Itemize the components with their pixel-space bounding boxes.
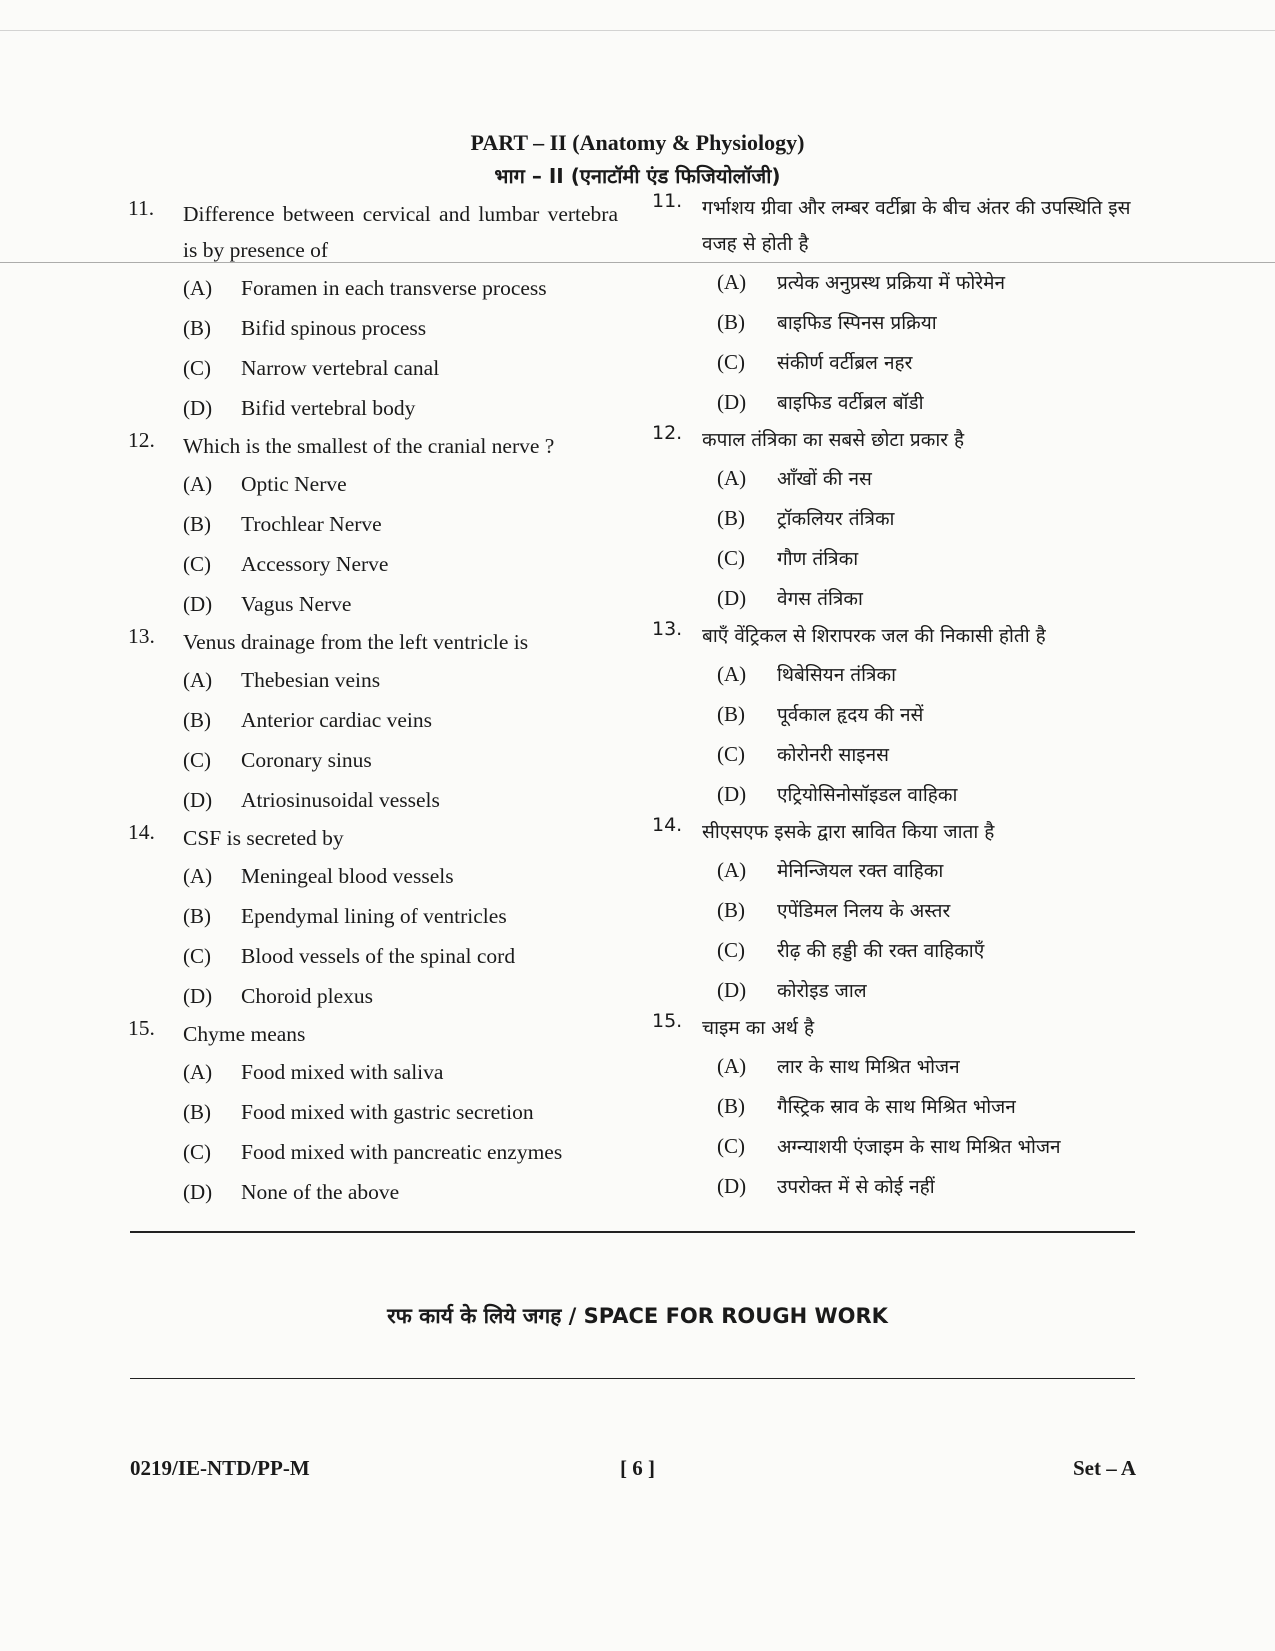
option-text: Coronary sinus — [241, 747, 372, 772]
option-a — [128, 856, 618, 896]
question-text: Difference between cervical and lumbar vertebra is by presence of — [183, 202, 618, 262]
option-d — [652, 1166, 1137, 1206]
option-b — [128, 700, 618, 740]
question-text: Chyme means — [183, 1022, 306, 1046]
option-a — [652, 850, 1137, 890]
option-b — [128, 504, 618, 544]
option-b — [652, 694, 1137, 734]
option-text: गैस्ट्रिक स्राव के साथ मिश्रित भोजन — [777, 1096, 1016, 1118]
option-label: (C) — [717, 937, 745, 962]
option-label: (D) — [183, 591, 213, 616]
page-number: [ 6 ] — [620, 1456, 655, 1480]
divider-top — [130, 1231, 1135, 1233]
option-text: Foramen in each transverse process — [241, 275, 547, 300]
question-text: CSF is secreted by — [183, 826, 344, 850]
option-text: Food mixed with gastric secretion — [241, 1099, 534, 1124]
option-text: Vagus Nerve — [241, 591, 352, 616]
option-text: उपरोक्त में से कोई नहीं — [777, 1176, 935, 1198]
option-d — [128, 1172, 618, 1212]
question-number: 11. — [128, 196, 155, 220]
option-b — [652, 498, 1137, 538]
option-text: Bifid vertebral body — [241, 395, 416, 420]
option-label: (B) — [717, 505, 745, 530]
divider-footer — [130, 1378, 1135, 1379]
option-text: प्रत्येक अनुप्रस्थ प्रक्रिया में फोरेमेन — [777, 272, 1005, 294]
questions-hindi — [652, 190, 1137, 1206]
option-b — [128, 308, 618, 348]
option-label: (A) — [183, 471, 213, 496]
option-label: (A) — [717, 1053, 747, 1078]
option-d — [652, 578, 1137, 618]
option-c — [128, 348, 618, 388]
questions-english — [128, 196, 618, 1212]
option-d — [128, 388, 618, 428]
option-label: (C) — [717, 545, 745, 570]
option-text: Thebesian veins — [241, 667, 381, 692]
option-text: Accessory Nerve — [241, 551, 389, 576]
question-number: 13. — [128, 624, 155, 648]
question-number: 15. — [652, 1010, 683, 1032]
option-text: ट्रॉकलियर तंत्रिका — [777, 508, 895, 530]
option-label: (B) — [717, 1093, 745, 1118]
option-d — [652, 774, 1137, 814]
option-label: (D) — [717, 389, 747, 414]
option-text: एट्रियोसिनोसॉइडल वाहिका — [777, 784, 958, 806]
option-label: (D) — [717, 1173, 747, 1198]
option-text: गौण तंत्रिका — [777, 548, 859, 570]
option-text: Food mixed with pancreatic enzymes — [241, 1139, 563, 1164]
option-c — [652, 342, 1137, 382]
option-c — [652, 538, 1137, 578]
option-label: (C) — [183, 747, 211, 772]
option-label: (C) — [183, 355, 211, 380]
option-a — [652, 458, 1137, 498]
section-title-hi: भाग – II (एनाटॉमी एंड फिजियोलॉजी) — [494, 164, 781, 188]
option-a — [652, 654, 1137, 694]
option-text: रीढ़ की हड्डी की रक्त वाहिकाएँ — [777, 940, 985, 962]
question-text: सीएसएफ इसके द्वारा स्रावित किया जाता है — [702, 821, 995, 843]
option-text: बाइफिड स्पिनस प्रक्रिया — [777, 312, 937, 334]
option-label: (C) — [717, 349, 745, 374]
question-15 — [652, 1010, 1137, 1206]
question-text: Venus drainage from the left ventricle is — [183, 630, 529, 654]
option-label: (B) — [183, 707, 211, 732]
question-number: 15. — [128, 1016, 155, 1040]
option-label: (A) — [717, 465, 747, 490]
option-label: (A) — [183, 863, 213, 888]
question-11 — [652, 190, 1137, 422]
option-label: (D) — [183, 395, 213, 420]
option-label: (B) — [183, 903, 211, 928]
option-a — [128, 660, 618, 700]
question-number: 14. — [128, 820, 155, 844]
option-d — [652, 382, 1137, 422]
option-label: (B) — [717, 701, 745, 726]
question-14 — [652, 814, 1137, 1010]
option-b — [128, 896, 618, 936]
option-c — [128, 936, 618, 976]
option-label: (D) — [717, 977, 747, 1002]
question-12 — [652, 422, 1137, 618]
option-label: (D) — [183, 1179, 213, 1204]
option-label: (A) — [717, 857, 747, 882]
question-12 — [128, 428, 618, 624]
option-text: कोरोनरी साइनस — [777, 744, 889, 766]
option-label: (C) — [717, 741, 745, 766]
option-a — [652, 262, 1137, 302]
option-label: (D) — [183, 787, 213, 812]
option-text: थिबेसियन तंत्रिका — [777, 664, 897, 686]
question-15 — [128, 1016, 618, 1212]
option-c — [652, 1126, 1137, 1166]
rough-work-label: रफ कार्य के लिये जगह / SPACE FOR ROUGH WORK — [387, 1304, 888, 1328]
set-label: Set – A — [1073, 1456, 1136, 1480]
question-11 — [128, 196, 618, 428]
option-label: (A) — [717, 269, 747, 294]
question-number: 12. — [128, 428, 155, 452]
option-text: वेगस तंत्रिका — [777, 588, 863, 610]
option-text: आँखों की नस — [777, 468, 872, 490]
option-text: Anterior cardiac veins — [241, 707, 433, 732]
option-text: पूर्वकाल हृदय की नसें — [777, 704, 924, 726]
option-label: (B) — [183, 511, 211, 536]
option-d — [652, 970, 1137, 1010]
option-text: Optic Nerve — [241, 471, 347, 496]
option-text: मेनिन्जियल रक्त वाहिका — [777, 860, 944, 882]
option-d — [128, 584, 618, 624]
question-text: गर्भाशय ग्रीवा और लम्बर वर्टीब्रा के बीच अंतर की उपस्थिति इस वजह से होती है — [702, 197, 1131, 255]
scan-line — [0, 30, 1275, 31]
option-b — [128, 1092, 618, 1132]
option-label: (B) — [183, 1099, 211, 1124]
option-text: Bifid spinous process — [241, 315, 427, 340]
option-text: बाइफिड वर्टीब्रल बॉडी — [777, 392, 924, 414]
option-label: (C) — [183, 1139, 211, 1164]
option-label: (B) — [183, 315, 211, 340]
option-c — [128, 1132, 618, 1172]
option-label: (A) — [183, 667, 213, 692]
option-label: (D) — [717, 781, 747, 806]
option-label: (D) — [183, 983, 213, 1008]
question-14 — [128, 820, 618, 1016]
option-label: (C) — [183, 943, 211, 968]
section-title-en: PART – II (Anatomy & Physiology) — [470, 130, 805, 155]
question-13 — [128, 624, 618, 820]
option-b — [652, 1086, 1137, 1126]
question-text: बाएँ वेंट्रिकल से शिरापरक जल की निकासी होती है — [702, 625, 1046, 647]
option-text: संकीर्ण वर्टीब्रल नहर — [777, 352, 913, 374]
option-c — [128, 544, 618, 584]
option-text: Choroid plexus — [241, 983, 373, 1008]
question-number: 13. — [652, 618, 683, 640]
option-label: (B) — [717, 897, 745, 922]
option-c — [128, 740, 618, 780]
option-label: (D) — [717, 585, 747, 610]
paper-code: 0219/IE-NTD/PP-M — [130, 1456, 310, 1480]
option-a — [128, 1052, 618, 1092]
option-text: Food mixed with saliva — [241, 1059, 444, 1084]
option-a — [128, 268, 618, 308]
option-text: None of the above — [241, 1179, 400, 1204]
option-text: एपेंडिमल निलय के अस्तर — [777, 900, 951, 922]
question-text: कपाल तंत्रिका का सबसे छोटा प्रकार है — [702, 429, 965, 451]
option-text: अग्न्याशयी एंजाइम के साथ मिश्रित भोजन — [777, 1136, 1061, 1158]
option-text: Blood vessels of the spinal cord — [241, 943, 516, 968]
question-number: 14. — [652, 814, 683, 836]
option-d — [128, 976, 618, 1016]
option-label: (A) — [717, 661, 747, 686]
question-number: 11. — [652, 190, 683, 212]
option-label: (C) — [717, 1133, 745, 1158]
question-text: चाइम का अर्थ है — [702, 1017, 815, 1039]
option-text: Atriosinusoidal vessels — [241, 787, 440, 812]
question-text: Which is the smallest of the cranial nerve ? — [183, 434, 555, 458]
option-a — [652, 1046, 1137, 1086]
option-text: लार के साथ मिश्रित भोजन — [777, 1056, 960, 1078]
option-label: (A) — [183, 1059, 213, 1084]
option-text: कोरोइड जाल — [777, 980, 867, 1002]
option-b — [652, 302, 1137, 342]
option-c — [652, 734, 1137, 774]
option-label: (C) — [183, 551, 211, 576]
question-number: 12. — [652, 422, 683, 444]
option-d — [128, 780, 618, 820]
option-a — [128, 464, 618, 504]
option-b — [652, 890, 1137, 930]
question-13 — [652, 618, 1137, 814]
option-c — [652, 930, 1137, 970]
option-text: Trochlear Nerve — [241, 511, 382, 536]
option-label: (A) — [183, 275, 213, 300]
option-text: Narrow vertebral canal — [241, 355, 440, 380]
option-label: (B) — [717, 309, 745, 334]
option-text: Ependymal lining of ventricles — [241, 903, 507, 928]
option-text: Meningeal blood vessels — [241, 863, 454, 888]
